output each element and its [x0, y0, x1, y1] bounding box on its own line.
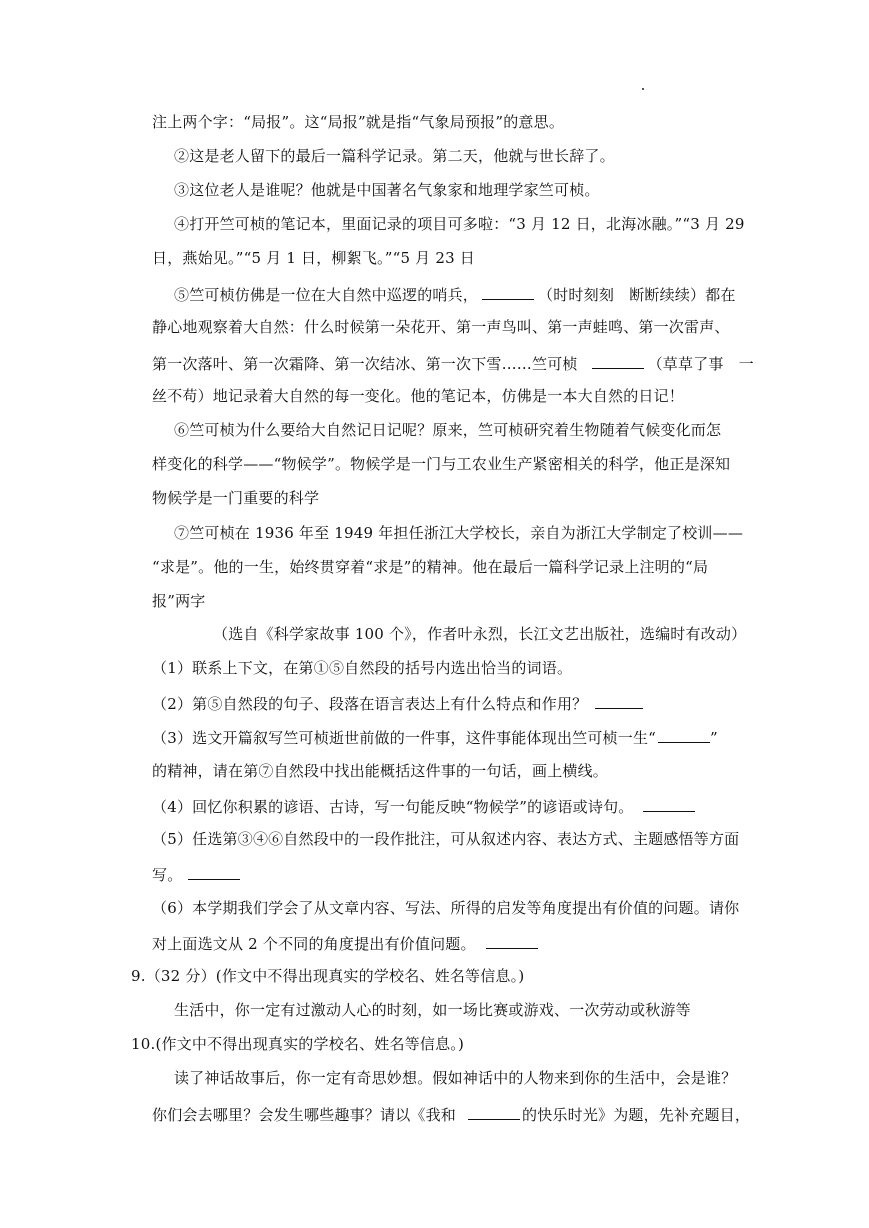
closing-quote: ” — [710, 729, 718, 747]
question-6-text: 对上面选文从 2 个不同的角度提出有价值问题。 — [152, 935, 476, 953]
paragraph-5-text: ⑤竺可桢仿佛是一位在大自然中巡逻的哨兵， — [174, 286, 479, 304]
question-10-heading: 10.(作文中不得出现真实的学校名、姓名等信息。) — [131, 1035, 465, 1053]
paragraph-7-line-1: ⑦竺可桢在 1936 年至 1949 年担任浙江大学校长，亲自为浙江大学制定了校训—— — [174, 524, 744, 542]
answer-blank[interactable] — [468, 1103, 520, 1120]
paragraph-5-line-2: 静心地观察着大自然：什么时候第一朵花开、第一声鸟叫、第一声蛙鸣、第一次雷声、 — [152, 318, 730, 336]
answer-blank[interactable] — [658, 726, 710, 743]
paragraph-5-text: 第一次落叶、第一次霜降、第一次结冰、第一次下雪……竺可桢 — [152, 355, 578, 373]
answer-blank[interactable] — [486, 932, 538, 949]
question-10-prompt-line-1: 读了神话故事后，你一定有奇思妙想。假如神话中的人物来到你的生活中，会是谁？ — [174, 1069, 737, 1087]
answer-blank[interactable] — [482, 283, 534, 300]
paragraph-4-line-2: 日，燕始见。”“5 月 1 日，柳絮飞。”“5 月 23 日 — [152, 249, 476, 267]
paragraph-6-line-3: 物候学是一门重要的科学 — [152, 489, 320, 507]
paragraph-5-line-1 — [174, 283, 736, 305]
question-4-text: （4）回忆你积累的谚语、古诗，写一句能反映“物候学”的谚语或诗句。 — [152, 798, 634, 816]
question-3-line-2: 的精神，请在第⑦自然段中找出能概括这件事的一句话，画上横线。 — [152, 762, 609, 780]
paragraph-5-line-3 — [152, 352, 754, 374]
answer-blank[interactable] — [592, 352, 644, 369]
question-2 — [152, 692, 643, 714]
word-choice-2: （草草了事 一 — [647, 355, 755, 373]
answer-blank[interactable] — [595, 692, 643, 709]
question-1: （1）联系上下文，在第①⑤自然段的括号内选出恰当的词语。 — [152, 659, 573, 677]
question-5-line-1: （5）任选第③④⑥自然段中的一段作批注，可从叙述内容、表达方式、主题感悟等方面 — [152, 830, 740, 848]
question-5-text: 写。 — [152, 866, 183, 884]
paragraph-7-line-3: 报”两字 — [152, 592, 206, 610]
paragraph-3: ③这位老人是谁呢？他就是中国著名气象家和地理学家竺可桢。 — [174, 181, 600, 199]
paragraph-6-line-2: 样变化的科学——“物候学”。物候学是一门与工农业生产紧密相关的科学，他正是深知 — [152, 455, 731, 473]
answer-blank[interactable] — [643, 795, 695, 812]
question-3-text: （3）选文开篇叙写竺可桢逝世前做的一件事，这件事能体现出竺可桢一生“ — [152, 729, 657, 747]
question-9-heading: 9.（32 分）(作文中不得出现真实的学校名、姓名等信息。) — [131, 967, 525, 985]
paragraph-7-line-2: “求是”。他的一生，始终贯穿着“求是”的精神。他在最后一篇科学记录上注明的“局 — [152, 558, 709, 576]
answer-blank[interactable] — [188, 863, 240, 880]
question-9-prompt: 生活中，你一定有过激动人心的时刻，如一场比赛或游戏、一次劳动或秋游等 — [174, 1001, 691, 1019]
question-10-text-end: 的快乐时光》为题，先补充题目， — [522, 1106, 751, 1124]
word-choice-1: （时时刻刻 断断续续）都在 — [538, 286, 736, 304]
question-4 — [152, 795, 695, 817]
question-5-line-2 — [152, 863, 240, 885]
paragraph-6-line-1: ⑥竺可桢为什么要给大自然记日记呢？原来，竺可桢研究着生物随着气候变化而怎 — [174, 421, 722, 439]
source-citation: （选自《科学家故事 100 个》，作者叶永烈，长江文艺出版社，选编时有改动） — [213, 625, 747, 643]
question-3-line-1 — [152, 726, 718, 748]
corner-dot-mark — [642, 88, 644, 90]
paragraph-2: ②这是老人留下的最后一篇科学记录。第二天，他就与世长辞了。 — [174, 147, 615, 165]
paragraph-line: 注上两个字：“局报”。这“局报”就是指“气象局预报”的意思。 — [152, 113, 565, 131]
question-10-text: 你们会去哪里？会发生哪些趣事？请以《我和 — [152, 1106, 457, 1124]
question-10-prompt-line-2 — [152, 1103, 750, 1125]
question-6-line-2 — [152, 932, 538, 954]
paragraph-5-line-4: 丝不苟）地记录着大自然的每一变化。他的笔记本，仿佛是一本大自然的日记！ — [152, 387, 685, 405]
paragraph-4-line-1: ④打开竺可桢的笔记本，里面记录的项目可多啦：“3 月 12 日，北海冰融。”“3 月 29 — [174, 215, 745, 233]
question-2-text: （2）第⑤自然段的句子、段落在语言表达上有什么特点和作用？ — [152, 695, 588, 713]
question-6-line-1: （6）本学期我们学会了从文章内容、写法、所得的启发等角度提出有价值的问题。请你 — [152, 899, 740, 917]
